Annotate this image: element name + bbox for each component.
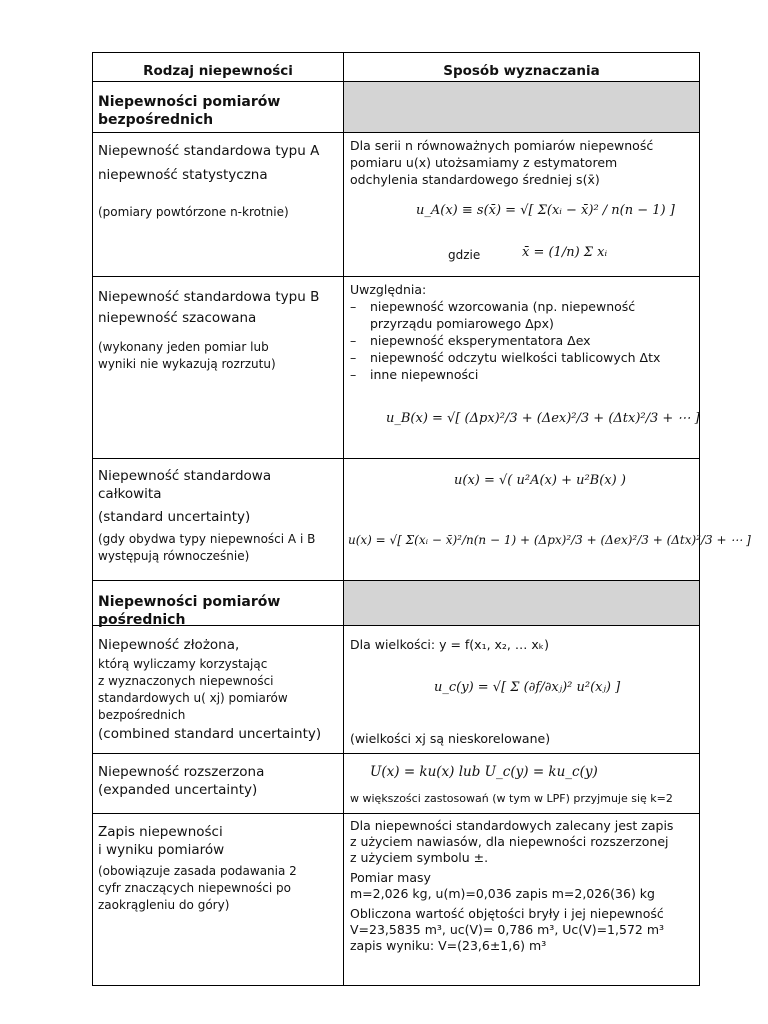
type-b-note: (wykonany jeden pomiar lub: [98, 340, 269, 354]
type-a-method: [344, 133, 699, 276]
combined-formula: u_c(y) = √[ Σ (∂f/∂xⱼ)² u²(xⱼ) ]: [434, 680, 621, 695]
combined-desc: standardowych u( xj) pomiarów: [98, 691, 288, 705]
expanded-label: [93, 759, 343, 803]
notation-desc: z użyciem symbolu ±.: [350, 850, 489, 865]
type-a-note: (pomiary powtórzone n-krotnie): [98, 205, 289, 219]
type-b-item: inne niepewności: [370, 367, 479, 382]
header-method: Sposób wyznaczania: [443, 63, 600, 79]
header-type: Rodzaj niepewności: [143, 63, 293, 79]
shaded-cell: [344, 82, 699, 132]
section-title-line: Niepewności pomiarów: [98, 594, 281, 610]
type-a-desc: Dla serii n równoważnych pomiarów niepewność: [350, 138, 654, 153]
type-a-name: Niepewność standardowa typu A: [98, 143, 320, 159]
notation-method: [344, 814, 699, 987]
expanded-name-en: (expanded uncertainty): [98, 782, 258, 798]
type-b-note: wyniki nie wykazują rozrzutu): [98, 357, 276, 371]
expanded-name: Niepewność rozszerzona: [98, 764, 265, 780]
section-indirect-title: [93, 589, 343, 633]
type-b-item: przyrządu pomiarowego Δpx): [370, 316, 554, 331]
combined-function: Dla wielkości: y = f(x₁, x₂, … xₖ): [350, 637, 549, 652]
combined-desc: którą wyliczamy korzystając: [98, 657, 268, 671]
type-a-label: [93, 137, 343, 225]
total-name-en: (standard uncertainty): [98, 509, 251, 525]
notation-name: i wyniku pomiarów: [98, 842, 225, 858]
total-label: [93, 463, 343, 569]
type-b-item: niepewność eksperymentatora Δex: [370, 333, 591, 348]
type-a-desc: pomiaru u(x) utożsamiamy z estymatorem: [350, 155, 618, 170]
combined-desc: z wyznaczonych niepewności: [98, 674, 274, 688]
notation-example: m=2,026 kg, u(m)=0,036 zapis m=2,026(36) kg: [350, 886, 655, 901]
type-b-formula: u_B(x) = √[ (Δpx)²/3 + (Δex)²/3 + (Δtx)²/3 + ⋯ ]: [386, 411, 700, 426]
combined-name-en: (combined standard uncertainty): [98, 726, 322, 742]
section-direct-title: [93, 89, 343, 133]
type-b-subname: niepewność szacowana: [98, 310, 257, 326]
section-title-line: bezpośrednich: [98, 112, 214, 128]
expanded-method: [344, 754, 699, 813]
type-b-item: niepewność wzorcowania (np. niepewność: [370, 299, 636, 314]
total-name: całkowita: [98, 486, 162, 502]
notation-example: Pomiar masy: [350, 870, 431, 885]
total-formula: u(x) = √( u²A(x) + u²B(x) ): [454, 473, 626, 488]
expanded-note: w większości zastosowań (w tym w LPF) przyjmuje się k=2: [350, 792, 673, 805]
notation-desc: Dla niepewności standardowych zalecany jest zapis: [350, 818, 674, 833]
type-a-desc: odchylenia standardowego średniej s(x̄): [350, 172, 600, 187]
total-method: [344, 459, 751, 580]
type-b-method: Uwzględnia: – niepewność wzorcowania (np. niepewność przyrządu pomiarowego Δpx) – niepewność eksperymentatora Δex – niepewność odczytu wielkości tablicowych Δtx – inne niepewności u_B(x) = √[ (Δpx)²/3 + (Δex)²/3 + (Δtx)²/3 + ⋯ ]: [350, 282, 700, 426]
shaded-cell: [344, 581, 699, 625]
notation-desc: z użyciem nawiasów, dla niepewności rozszerzonej: [350, 834, 669, 849]
where-label: gdzie: [448, 248, 481, 262]
notation-note: zaokrągleniu do góry): [98, 898, 230, 912]
uncertainty-table: [92, 52, 751, 986]
combined-note: (wielkości xj są nieskorelowane): [350, 731, 551, 746]
type-b-name: Niepewność standardowa typu B: [98, 289, 320, 305]
notation-example: zapis wyniku: V=(23,6±1,6) m³: [350, 938, 547, 953]
type-a-formula: u_A(x) ≡ s(x̄) = √[ Σ(xᵢ − x̄)² / n(n − 1) ]: [416, 203, 675, 218]
expanded-formula: U(x) = ku(x) lub U_c(y) = ku_c(y): [370, 764, 598, 780]
notation-note: (obowiązuje zasada podawania 2: [98, 864, 297, 878]
notation-label: [93, 819, 343, 918]
type-a-subname: niepewność statystyczna: [98, 167, 268, 183]
section-title-line: Niepewności pomiarów: [98, 94, 281, 110]
combined-label: [93, 631, 343, 749]
total-name: Niepewność standardowa: [98, 468, 272, 484]
section-title-line: pośrednich: [98, 612, 186, 628]
combined-desc: bezpośrednich: [98, 708, 186, 722]
total-formula-expanded: u(x) = √[ Σ(xᵢ − x̄)²/n(n − 1) + (Δpx)²/3 + (Δex)²/3 + (Δtx)²/3 + ⋯ ]: [348, 533, 751, 547]
combined-method: [344, 626, 699, 753]
notation-name: Zapis niepewności: [98, 824, 223, 840]
type-b-label: [93, 283, 343, 377]
mean-formula: x̄ = (1/n) Σ xᵢ: [522, 245, 608, 260]
type-b-item: niepewność odczytu wielkości tablicowych Δtx: [370, 350, 661, 365]
total-note: występują równocześnie): [98, 549, 250, 563]
notation-example: V=23,5835 m³, uc(V)= 0,786 m³, Uc(V)=1,572 m³: [350, 922, 665, 937]
total-note: (gdy obydwa typy niepewności A i B: [98, 532, 316, 546]
combined-name: Niepewność złożona,: [98, 637, 240, 653]
notation-example: Obliczona wartość objętości bryły i jej niepewność: [350, 906, 664, 921]
type-b-intro: Uwzględnia:: [350, 282, 427, 297]
notation-note: cyfr znaczących niepewności po: [98, 881, 291, 895]
